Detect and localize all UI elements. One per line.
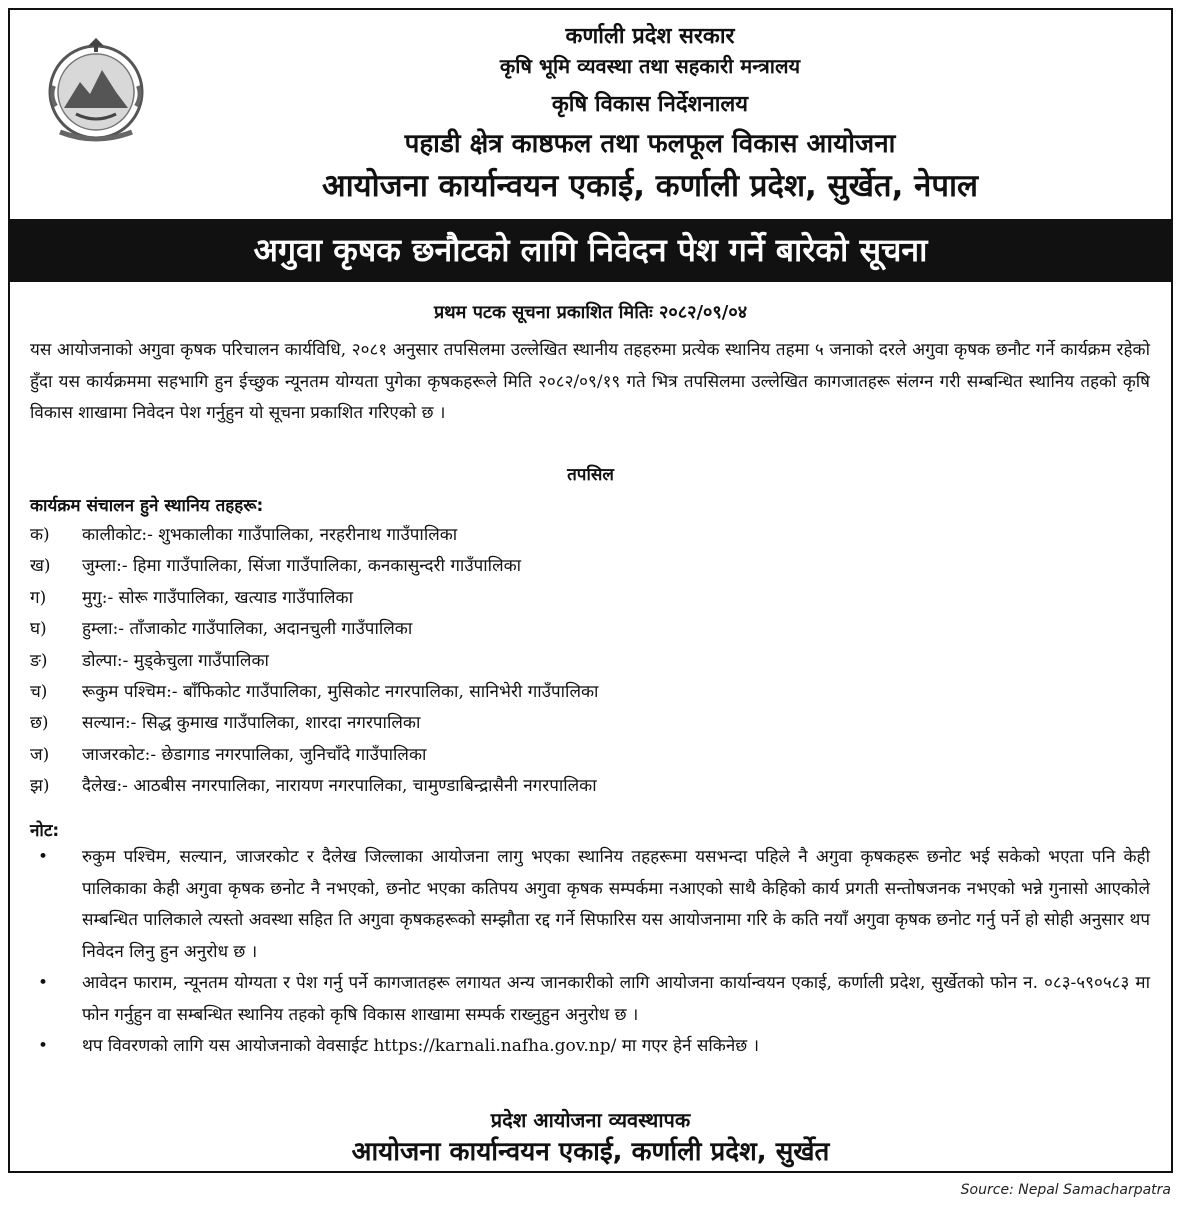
note-item	[30, 842, 1150, 968]
item-text: जुम्ला:- हिमा गाउँपालिका, सिंजा गाउँपालिका, कनकासुन्दरी गाउँपालिका	[82, 556, 522, 577]
notice-body: यस आयोजनाको अगुवा कृषक परिचालन कार्यविधि, २०८१ अनुसार तपसिलमा उल्लेखित स्थानीय तहहरुमा प्रत्येक स्थानिय तहमा ५ जनाको दरले अगुवा कृषक छनौट गर्ने कार्यक्रम रहेको हुँदा यस कार्यक्रममा सहभागि हुन ईच्छुक न्यूनतम योग्यता पुगेका कृषकहरूले मिति २०८२/०९/१९ गते भित्र तपसिलमा उल्लेखित कागजातहरू संलग्न गरी सम्बन्धित स्थानिय तहको कृषि विकास शाखामा निवेदन पेश गर्नुहुन यो सूचना प्रकाशित गरिएको छ ।	[30, 340, 1150, 423]
district-list	[30, 520, 598, 803]
government-emblem-icon	[40, 36, 152, 146]
list-item	[30, 740, 598, 771]
tapsil-heading: तपसिल	[567, 465, 614, 485]
list-item	[30, 551, 598, 582]
item-label: झ)	[30, 776, 50, 797]
bullet-icon: •	[38, 1036, 49, 1056]
list-item	[30, 677, 598, 708]
item-label: ख)	[30, 556, 51, 577]
note-title: नोट:	[30, 821, 60, 841]
notice-title-banner: अगुवा कृषक छनौटको लागि निवेदन पेश गर्ने बारेको सूचना	[8, 219, 1173, 282]
item-label: ज)	[30, 744, 50, 765]
item-text: कालीकोट:- शुभकालीका गाउँपालिका, नरहरीनाथ गाउँपालिका	[82, 525, 458, 545]
header-line-5: आयोजना कार्यान्वयन एकाई, कर्णाली प्रदेश, सुर्खेत, नेपाल	[321, 168, 979, 204]
source-credit: Source: Nepal Samacharpatra	[960, 1182, 1171, 1198]
note-text: थप विवरणको लागि यस आयोजनाको वेवसाईट https://karnali.nafha.gov.np/ मा गएर हेर्न सकिनेछ ।	[82, 1036, 760, 1056]
signatory-title: प्रदेश आयोजना व्यवस्थापक	[490, 1108, 691, 1132]
item-label: ङ)	[30, 650, 48, 671]
header-line-2: कृषि भूमि व्यवस्था तथा सहकारी मन्त्रालय	[499, 54, 801, 78]
item-text: रूकुम पश्चिम:- बाँफिकोट गाउँपालिका, मुसिकोट नगरपालिका, सानिभेरी गाउँपालिका	[82, 681, 599, 702]
list-item	[30, 614, 598, 645]
item-text: जाजरकोट:- छेडागाड नगरपालिका, जुनिचाँदे गाउँपालिका	[82, 744, 427, 765]
note-list	[30, 842, 1150, 1063]
district-list-title: कार्यक्रम संचालन हुने स्थानिय तहहरू:	[30, 496, 264, 516]
list-item	[30, 520, 598, 551]
publish-date: प्रथम पटक सूचना प्रकाशित मितिः २०८२/०९/०४	[433, 302, 748, 323]
signatory-office: आयोजना कार्यान्वयन एकाई, कर्णाली प्रदेश, सुर्खेत	[351, 1137, 830, 1167]
list-item	[30, 771, 598, 802]
note-text: आवेदन फाराम, न्यूनतम योग्यता र पेश गर्नु पर्ने कागजातहरू लगायत अन्य जानकारीको लागि आयोजना कार्यान्वयन एकाई, कर्णाली प्रदेश, सुर्खेतको फोन न. ०८३-५९०५८३ मा फोन गर्नुहुन वा सम्बन्धित स्थानिय तहको कृषि विकास शाखामा सम्पर्क राख्नुहुन अनुरोध छ ।	[82, 973, 1150, 1025]
item-text: सल्यान:- सिद्ध कुमाख गाउँपालिका, शारदा नगरपालिका	[82, 713, 421, 734]
item-text: हुम्ला:- ताँजाकोट गाउँपालिका, अदानचुली गाउँपालिका	[82, 619, 413, 640]
item-text: डोल्पा:- मुड्केचुला गाउँपालिका	[82, 650, 269, 671]
item-label: घ)	[30, 619, 47, 640]
item-text: दैलेख:- आठबीस नगरपालिका, नारायण नगरपालिका, चामुण्डाबिन्द्रासैनी नगरपालिका	[82, 776, 597, 797]
item-label: ग)	[30, 587, 47, 608]
item-label: छ)	[30, 713, 49, 734]
item-text: मुगु:- सोरू गाउँपालिका, खत्याड गाउँपालिका	[82, 587, 353, 608]
bullet-icon: •	[38, 847, 49, 867]
list-item	[30, 708, 598, 739]
note-item	[30, 1031, 1150, 1063]
item-label: च)	[30, 681, 48, 702]
note-text: रुकुम पश्चिम, सल्यान, जाजरकोट र दैलेख जिल्लाका आयोजना लागु भएका स्थानिय तहहरूमा यसभन्दा पहिले नै अगुवा कृषकहरू छनोट भई सकेको भएता पनि केही पालिकाका केही अगुवा कृषक छनोट नै नभएको, छनोट भएका कतिपय अगुवा कृषक सम्पर्कमा नआएको साथै केहिको कार्य प्रगती सन्तोषजनक नभएको भन्ने गुनासो आएकोले सम्बन्धित पालिकाले त्यस्तो अवस्था सहित ति अगुवा कृषकहरूको सम्झौता रद्द गर्ने सिफारिस यस आयोजनामा गरि के कति नयाँ अगुवा कृषक छनोट गर्नु पर्ने हो सोही अनुसार थप निवेदन लिनु हुन अनुरोध छ ।	[82, 847, 1150, 962]
list-item	[30, 646, 598, 677]
header-line-3: कृषि विकास निर्देशनालय	[551, 92, 749, 117]
item-label: क)	[30, 525, 50, 545]
header-line-1: कर्णाली प्रदेश सरकार	[565, 24, 735, 49]
bullet-icon: •	[38, 973, 49, 993]
header-line-4: पहाडी क्षेत्र काष्ठफल तथा फलफूल विकास आयोजना	[404, 129, 896, 159]
list-item	[30, 583, 598, 614]
note-item	[30, 968, 1150, 1031]
